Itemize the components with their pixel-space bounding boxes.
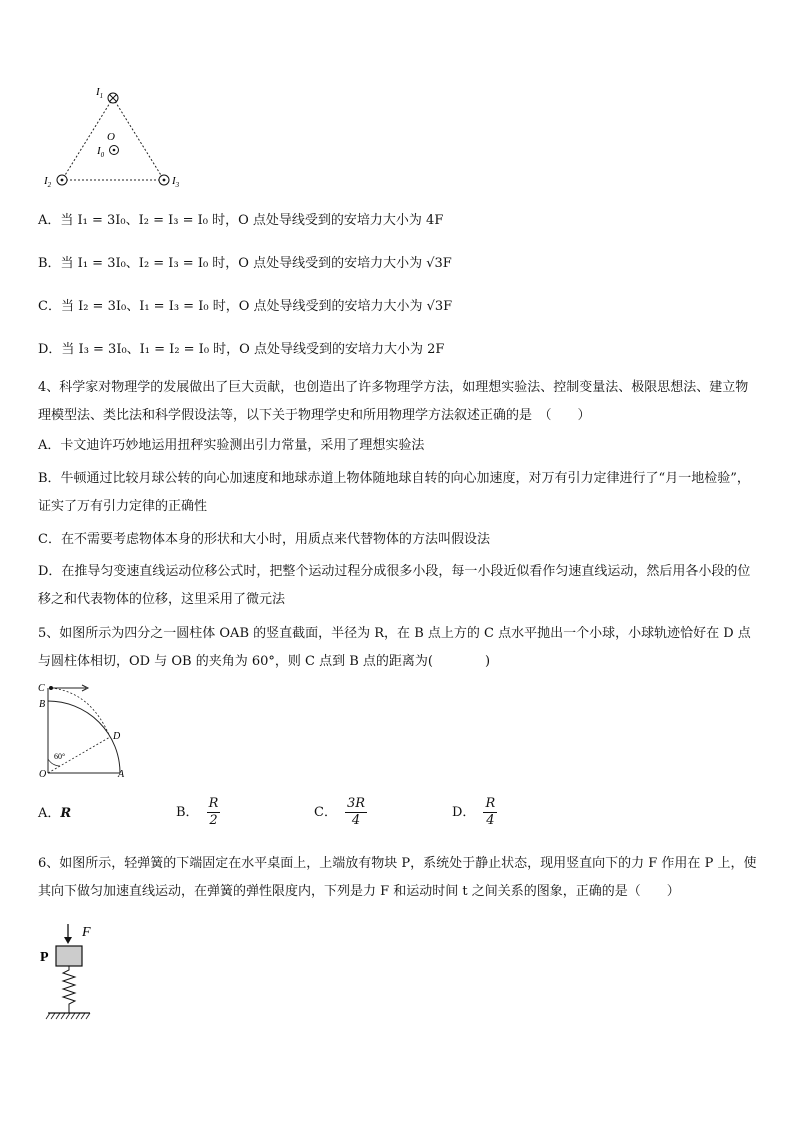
label-i0: I: [97, 145, 101, 157]
fig-label-b: B: [39, 699, 46, 710]
q5-option-d-denominator: 4: [483, 812, 497, 829]
wire-i1-into-page-icon: [108, 93, 118, 103]
quarter-cylinder-figure: [36, 680, 136, 780]
current-triangle-figure: [40, 82, 190, 194]
wire-i2-out-of-page-icon: [57, 175, 67, 185]
q4-option-b: B．牛顿通过比较月球公转的向心加速度和地球赤道上物体随地球自转的向心加速度，对万有引力定律进行了“月一地检验”，证实了万有引力定律的正确性: [38, 471, 750, 514]
q5-option-a: [38, 804, 71, 824]
q5-option-d-label: D．: [452, 805, 476, 820]
fig-angle-label: 60°: [54, 752, 66, 761]
svg-text:I1: [95, 86, 103, 100]
q5-option-b: [176, 796, 220, 829]
q3-option-c: C．当 I₂ = 3I₀、I₁ = I₃ = I₀ 时，O 点处导线受到的安培力大小为 √3F: [38, 299, 453, 314]
fig-label-o: O: [39, 769, 47, 780]
q5-option-b-denominator: 2: [207, 812, 221, 829]
q3-option-a: A．当 I₁ = 3I₀、I₂ = I₃ = I₀ 时，O 点处导线受到的安培力大小为 4F: [38, 213, 444, 228]
q5-option-c-numerator: 3R: [346, 796, 366, 811]
label-i2-sub: 2: [47, 181, 52, 189]
q3-option-d: D．当 I₃ = 3I₀、I₁ = I₂ = I₀ 时，O 点处导线受到的安培力大小为 2F: [38, 342, 445, 357]
q5-option-b-label: B．: [176, 805, 199, 820]
spring-icon: [63, 966, 75, 1013]
q3-option-b: B．当 I₁ = 3I₀、I₂ = I₃ = I₀ 时，O 点处导线受到的安培力大小为 √3F: [38, 256, 452, 271]
label-i3: I: [172, 175, 176, 187]
q5-option-d: [452, 796, 497, 829]
wire-i0-out-of-page-icon: [110, 146, 119, 155]
q4-option-a: A．卡文迪许巧妙地运用扭秤实验测出引力常量，采用了理想实验法: [38, 438, 425, 453]
wire-i3-out-of-page-icon: [159, 175, 169, 185]
q5-option-b-numerator: R: [208, 796, 219, 811]
label-i0-sub: 0: [100, 151, 105, 159]
spring-block-figure: [36, 920, 116, 1025]
q5-option-a-value: R: [60, 806, 72, 821]
fig-label-p: P: [40, 950, 49, 965]
svg-text:I2: [43, 175, 52, 189]
q5-option-c-label: C．: [314, 805, 337, 820]
q5-option-c: [314, 796, 367, 829]
ball-icon: [49, 686, 53, 690]
q5-option-d-numerator: R: [485, 796, 496, 811]
fig-label-d: D: [113, 731, 121, 742]
svg-text:I3: [171, 175, 180, 189]
block-p-icon: [56, 946, 82, 966]
q6-stem: 6、如图所示，轻弹簧的下端固定在水平桌面上，上端放有物块 P，系统处于静止状态，现用竖直向下的力 F 作用在 P 上，使其向下做匀加速直线运动，在弹簧的弹性限度内，下列是力 F 和运动时间 t 之间关系的图象，正确的是（ ）: [38, 856, 757, 899]
q5-option-c-fraction: [345, 796, 367, 829]
label-i1-sub: 1: [99, 92, 104, 100]
label-i2: I: [44, 175, 48, 187]
ground-hatch-icon: [46, 1013, 90, 1019]
force-arrow-icon: [64, 937, 72, 944]
fig-label-c: C: [38, 683, 45, 694]
fig-label-f: F: [82, 925, 91, 940]
q5-option-d-fraction: [483, 796, 497, 829]
label-i1: I: [96, 86, 100, 98]
q5-option-a-label: A．: [38, 806, 61, 821]
svg-text:I0: [96, 145, 105, 159]
fig-label-a: A: [118, 769, 125, 780]
q5-option-c-denominator: 4: [345, 812, 367, 829]
q4-option-d: D．在推导匀变速直线运动位移公式时，把整个运动过程分成很多小段，每一小段近似看作匀速直线运动，然后用各小段的位移之和代表物体的位移，这里采用了微元法: [38, 564, 751, 607]
label-i3-sub: 3: [175, 181, 180, 189]
q5-stem: 5、如图所示为四分之一圆柱体 OAB 的竖直截面，半径为 R，在 B 点上方的 C 点水平抛出一个小球，小球轨迹恰好在 D 点与圆柱体相切，OD 与 OB 的夹角为 60°，则 C 点到 B 点的距离为( ): [38, 626, 751, 669]
q4-option-c: C．在不需要考虑物体本身的形状和大小时，用质点来代替物体的方法叫假设法: [38, 532, 490, 547]
q5-option-b-fraction: [207, 796, 221, 829]
q4-stem: 4、科学家对物理学的发展做出了巨大贡献，也创造出了许多物理学方法，如理想实验法、控制变量法、极限思想法、建立物理模型法、类比法和科学假设法等，以下关于物理学史和所用物理学方法叙述正确的是 （ ）: [38, 380, 749, 423]
label-o: O: [107, 131, 115, 143]
